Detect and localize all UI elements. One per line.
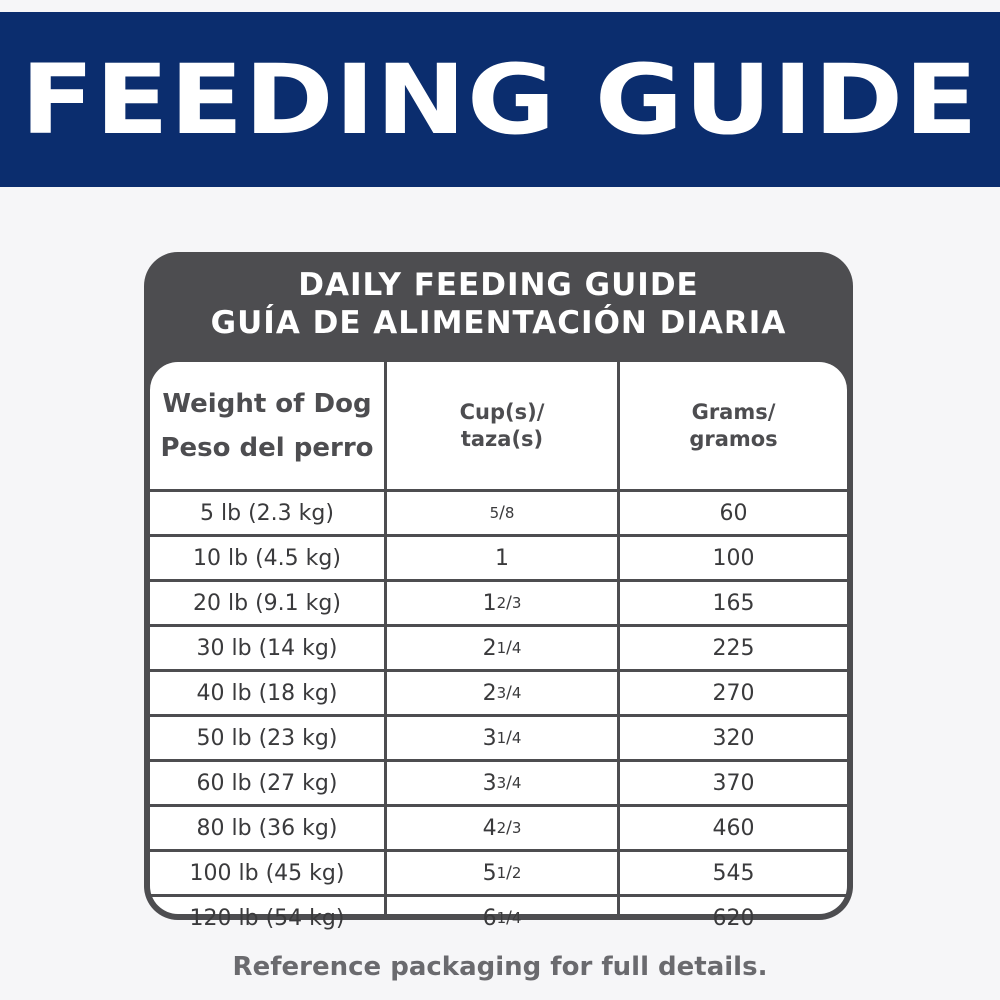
- header-grams-en: Grams/: [691, 399, 776, 424]
- cell-grams: 460: [712, 815, 755, 841]
- table-row: [150, 492, 847, 534]
- cell-cups: 6 1 / 4: [482, 905, 522, 931]
- feeding-guide-card: [144, 252, 853, 931]
- cell-grams: 100: [712, 545, 755, 571]
- cell-weight: 5 lb (2.3 kg): [200, 500, 334, 526]
- header-banner: [0, 12, 1000, 187]
- cell-grams: 370: [712, 770, 755, 796]
- table-row: [150, 672, 847, 714]
- cell-grams: 60: [719, 500, 748, 526]
- header-weight-en: Weight of Dog: [162, 388, 372, 419]
- table-row: [150, 762, 847, 804]
- cell-grams: 270: [712, 680, 755, 706]
- cell-weight: 120 lb (54 kg): [189, 905, 345, 931]
- card-title-en: DAILY FEEDING GUIDE: [298, 267, 699, 303]
- cell-cups: 1: [495, 545, 509, 571]
- cell-weight: 20 lb (9.1 kg): [193, 590, 341, 616]
- cell-cups: 5 / 8: [489, 503, 515, 523]
- cell-cups: 1 2 / 3: [482, 590, 522, 616]
- cell-cups: 3 1 / 4: [482, 725, 522, 751]
- cell-cups: 5 1 / 2: [482, 860, 522, 886]
- footnote: Reference packaging for full details.: [232, 952, 768, 982]
- cell-cups: 2 3 / 4: [482, 680, 522, 706]
- cell-cups: 2 1 / 4: [482, 635, 522, 661]
- table-row: [150, 537, 847, 579]
- cell-weight: 80 lb (36 kg): [196, 815, 338, 841]
- cell-grams: 320: [712, 725, 755, 751]
- cell-weight: 60 lb (27 kg): [196, 770, 338, 796]
- page-title: FEEDING GUIDE: [20, 43, 980, 156]
- cell-cups: 3 3 / 4: [482, 770, 522, 796]
- header-weight: [150, 362, 384, 489]
- cell-grams: 620: [712, 905, 755, 931]
- card-title: [144, 266, 853, 342]
- header-cups-es: taza(s): [460, 426, 544, 451]
- cell-grams: 545: [712, 860, 755, 886]
- table-row: [150, 717, 847, 759]
- cell-weight: 10 lb (4.5 kg): [193, 545, 341, 571]
- header-grams: [620, 362, 847, 489]
- cell-weight: 30 lb (14 kg): [196, 635, 338, 661]
- header-cups: [387, 362, 617, 489]
- cell-weight: 40 lb (18 kg): [196, 680, 338, 706]
- table-row: [150, 852, 847, 894]
- table-row: [150, 627, 847, 669]
- cell-weight: 100 lb (45 kg): [189, 860, 345, 886]
- card-title-es: GUÍA DE ALIMENTACIÓN DIARIA: [210, 305, 787, 341]
- header-cups-en: Cup(s)/: [459, 399, 545, 424]
- table-row: [150, 807, 847, 849]
- cell-weight: 50 lb (23 kg): [196, 725, 338, 751]
- table-row: [150, 582, 847, 624]
- cell-grams: 225: [712, 635, 755, 661]
- cell-grams: 165: [712, 590, 755, 616]
- header-grams-es: gramos: [689, 426, 778, 451]
- table-row: [150, 897, 847, 939]
- feeding-table: [150, 362, 847, 931]
- header-weight-es: Peso del perro: [160, 432, 374, 463]
- cell-cups: 4 2 / 3: [482, 815, 522, 841]
